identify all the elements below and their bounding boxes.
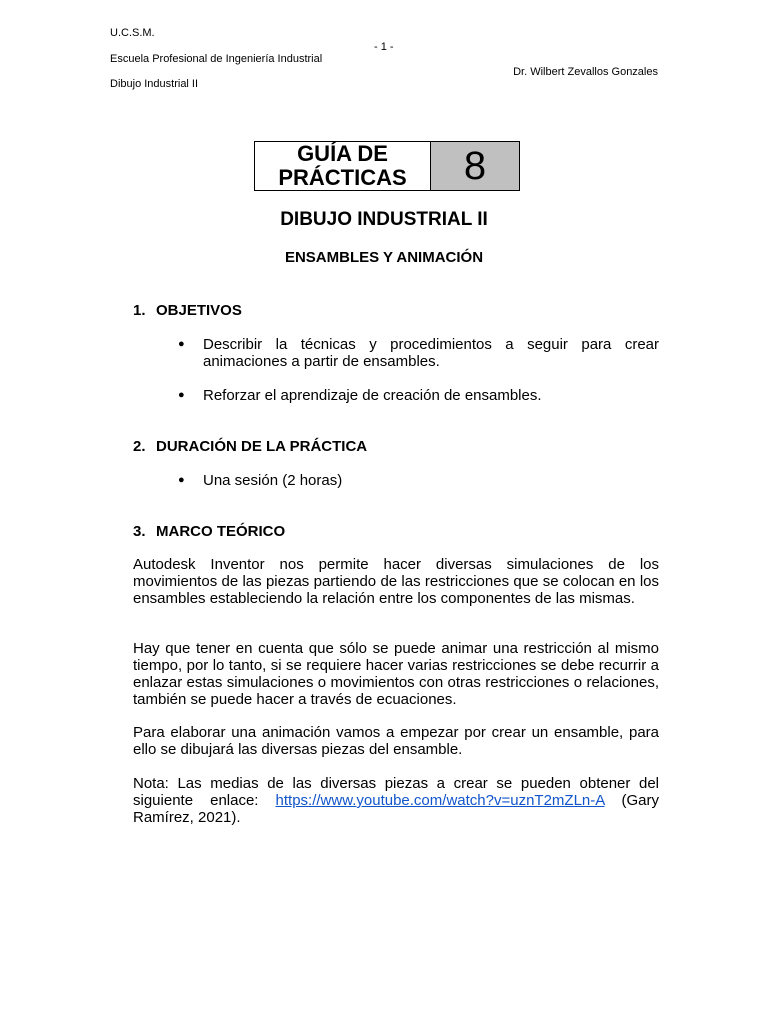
practice-title-box bbox=[254, 141, 520, 191]
header-page-number: - 1 - bbox=[374, 41, 394, 53]
practice-guide-line2: PRÁCTICAS bbox=[278, 165, 407, 190]
practice-guide-line1: GUÍA DE bbox=[297, 141, 388, 166]
section-heading-duration bbox=[133, 438, 367, 455]
note-prefix: Nota: Las medias de las diversas piezas a crear se pueden obtener del siguiente enlace: bbox=[133, 775, 659, 809]
paragraph: Autodesk Inventor nos permite hacer diversas simulaciones de los movimientos de las piezas partiendo de las restricciones que se colocan en los ensambles estableciendo la relación entre los componentes de las mismas. bbox=[133, 556, 659, 607]
list-item-text: Reforzar el aprendizaje de creación de ensambles. bbox=[203, 387, 542, 404]
header-course: Dibujo Industrial II bbox=[110, 78, 199, 90]
bullet-icon: ● bbox=[178, 389, 185, 401]
youtube-link[interactable]: https://www.youtube.com/watch?v=uznT2mZLn-A bbox=[275, 792, 605, 809]
bullet-icon: ● bbox=[178, 338, 185, 350]
note-suffix: (Gary Ramírez, 2021). bbox=[133, 792, 659, 826]
list-item-text: Describir la técnicas y procedimientos a seguir para crear animaciones a partir de ensambles. bbox=[203, 336, 659, 370]
list-item-text: Una sesión (2 horas) bbox=[203, 472, 343, 489]
bullet-icon: ● bbox=[178, 474, 185, 486]
section-number: 3. bbox=[133, 523, 146, 540]
course-title: DIBUJO INDUSTRIAL II bbox=[280, 209, 488, 230]
section-number: 1. bbox=[133, 302, 146, 319]
practice-number: 8 bbox=[431, 142, 519, 190]
practice-guide-label bbox=[255, 142, 431, 190]
section-heading-theory bbox=[133, 523, 285, 540]
list-item bbox=[178, 472, 659, 489]
header-institution: U.C.S.M. bbox=[110, 27, 155, 39]
header-author: Dr. Wilbert Zevallos Gonzales bbox=[513, 66, 658, 78]
section-title: OBJETIVOS bbox=[156, 302, 242, 319]
section-number: 2. bbox=[133, 438, 146, 455]
list-item bbox=[178, 336, 659, 370]
section-title: DURACIÓN DE LA PRÁCTICA bbox=[156, 438, 368, 455]
document-subtitle: ENSAMBLES Y ANIMACIÓN bbox=[284, 249, 484, 266]
header-school: Escuela Profesional de Ingeniería Industrial bbox=[110, 53, 323, 65]
section-heading-objectives bbox=[133, 302, 242, 319]
paragraph: Hay que tener en cuenta que sólo se puede animar una restricción al mismo tiempo, por lo tanto, si se requiere hacer varias restricciones se debe recurrir a enlazar estas simulaciones o movimientos con otras restricciones o relaciones, también se puede hacer a través de ecuaciones. bbox=[133, 640, 659, 708]
paragraph: Para elaborar una animación vamos a empezar por crear un ensamble, para ello se dibujará las diversas piezas del ensamble. bbox=[133, 724, 659, 758]
section-title: MARCO TEÓRICO bbox=[156, 523, 286, 540]
note-paragraph bbox=[133, 775, 659, 826]
list-item bbox=[178, 387, 659, 404]
